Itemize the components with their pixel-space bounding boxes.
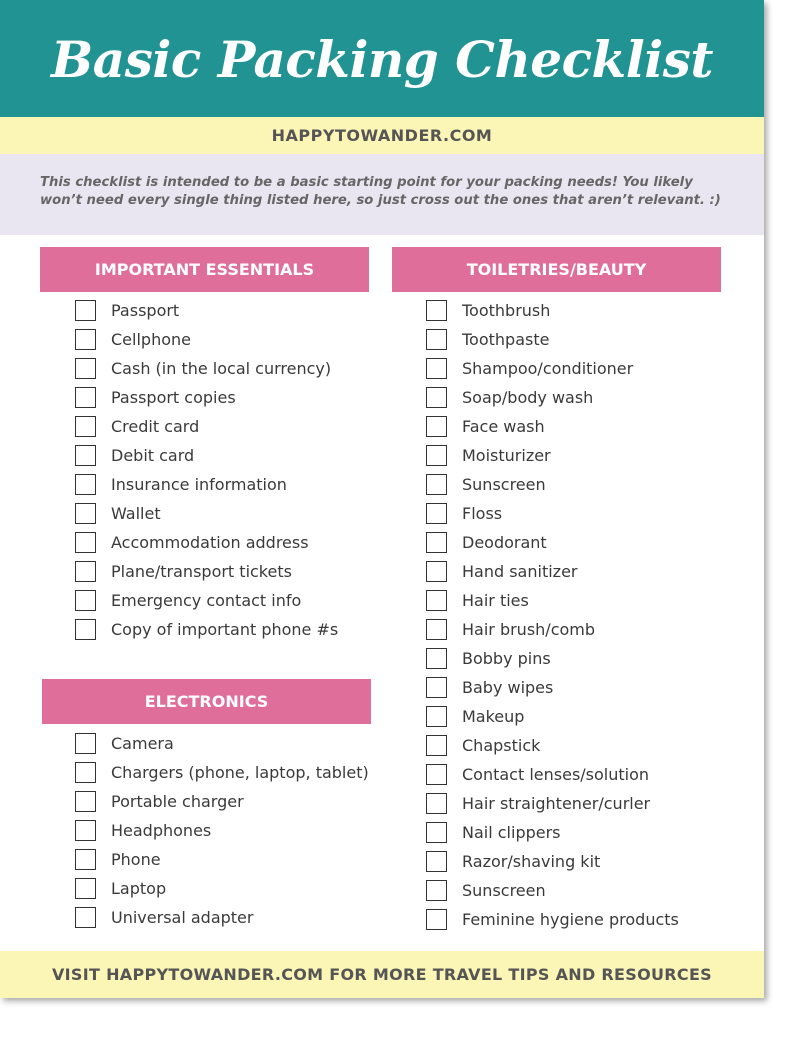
toiletries-list bbox=[426, 298, 746, 936]
item-label: Feminine hygiene products bbox=[462, 910, 679, 929]
checkbox[interactable] bbox=[426, 532, 447, 553]
checklist-item bbox=[426, 762, 746, 791]
section-header-electronics bbox=[42, 679, 371, 724]
page-title: Basic Packing Checklist bbox=[51, 30, 713, 89]
item-label: Debit card bbox=[111, 446, 195, 465]
checklist-item bbox=[426, 298, 746, 327]
checkbox[interactable] bbox=[75, 791, 96, 812]
checklist-item bbox=[426, 356, 746, 385]
checkbox[interactable] bbox=[426, 590, 447, 611]
checkbox[interactable] bbox=[75, 503, 96, 524]
checkbox[interactable] bbox=[426, 851, 447, 872]
item-label: Chargers (phone, laptop, tablet) bbox=[111, 763, 369, 782]
item-label: Plane/transport tickets bbox=[111, 562, 292, 581]
item-label: Laptop bbox=[111, 879, 167, 898]
checklist-item bbox=[426, 617, 746, 646]
checklist-item bbox=[426, 385, 746, 414]
checklist-item bbox=[426, 907, 746, 936]
checklist-item bbox=[75, 356, 375, 385]
item-label: Emergency contact info bbox=[111, 591, 302, 610]
checkbox[interactable] bbox=[426, 561, 447, 582]
item-label: Credit card bbox=[111, 417, 200, 436]
checkbox[interactable] bbox=[426, 619, 447, 640]
checkbox[interactable] bbox=[75, 849, 96, 870]
checklist-item bbox=[426, 675, 746, 704]
item-label: Contact lenses/solution bbox=[462, 765, 650, 784]
intro-box bbox=[0, 154, 764, 235]
checklist-item bbox=[75, 443, 375, 472]
footer-text: VISIT HAPPYTOWANDER.COM FOR MORE TRAVEL TIPS AND RESOURCES bbox=[51, 965, 713, 984]
item-label: Wallet bbox=[111, 504, 161, 523]
checklist-item bbox=[426, 878, 746, 907]
checkbox[interactable] bbox=[75, 733, 96, 754]
checklist-item bbox=[426, 704, 746, 733]
item-label: Nail clippers bbox=[462, 823, 561, 842]
checkbox[interactable] bbox=[426, 822, 447, 843]
checkbox[interactable] bbox=[75, 590, 96, 611]
checklist-item bbox=[426, 414, 746, 443]
section-title: ELECTRONICS bbox=[144, 692, 269, 711]
intro-text: This checklist is intended to be a basic starting point for your packing needs! You likely won’t need every single thing listed here, so just cross out the ones that aren’t relevant. :) bbox=[40, 175, 721, 208]
checklist-item bbox=[75, 327, 375, 356]
checkbox[interactable] bbox=[426, 880, 447, 901]
checkbox[interactable] bbox=[426, 445, 447, 466]
item-label: Camera bbox=[111, 734, 174, 753]
electronics-list bbox=[75, 731, 375, 934]
checklist-item bbox=[426, 559, 746, 588]
checklist-item bbox=[426, 646, 746, 675]
item-label: Hair brush/comb bbox=[462, 620, 596, 639]
item-label: Cellphone bbox=[111, 330, 191, 349]
item-label: Passport copies bbox=[111, 388, 236, 407]
checklist-item bbox=[426, 849, 746, 878]
checklist-item bbox=[426, 791, 746, 820]
checkbox[interactable] bbox=[75, 358, 96, 379]
item-label: Cash (in the local currency) bbox=[111, 359, 332, 378]
checklist-item bbox=[426, 443, 746, 472]
item-label: Moisturizer bbox=[462, 446, 551, 465]
item-label: Headphones bbox=[111, 821, 212, 840]
section-header-toiletries bbox=[392, 247, 721, 292]
checklist-item bbox=[75, 530, 375, 559]
checkbox[interactable] bbox=[75, 561, 96, 582]
title-banner bbox=[0, 0, 764, 117]
checklist-item bbox=[75, 760, 375, 789]
item-label: Phone bbox=[111, 850, 161, 869]
checkbox[interactable] bbox=[426, 677, 447, 698]
checkbox[interactable] bbox=[75, 907, 96, 928]
item-label: Makeup bbox=[462, 707, 525, 726]
checkbox[interactable] bbox=[426, 909, 447, 930]
checklist-item bbox=[75, 876, 375, 905]
checklist-item bbox=[75, 847, 375, 876]
checklist-item bbox=[426, 820, 746, 849]
item-label: Floss bbox=[462, 504, 503, 523]
item-label: Deodorant bbox=[462, 533, 547, 552]
footer-band bbox=[0, 951, 764, 998]
checkbox[interactable] bbox=[426, 648, 447, 669]
item-label: Toothbrush bbox=[462, 301, 551, 320]
site-band bbox=[0, 117, 764, 154]
checklist-item bbox=[75, 298, 375, 327]
checklist-item bbox=[75, 617, 375, 646]
checkbox[interactable] bbox=[426, 329, 447, 350]
checkbox[interactable] bbox=[75, 300, 96, 321]
checkbox[interactable] bbox=[426, 764, 447, 785]
checkbox[interactable] bbox=[426, 416, 447, 437]
checkbox[interactable] bbox=[75, 762, 96, 783]
checkbox[interactable] bbox=[75, 387, 96, 408]
checkbox[interactable] bbox=[426, 706, 447, 727]
checklist-item bbox=[75, 501, 375, 530]
item-label: Sunscreen bbox=[462, 881, 546, 900]
item-label: Soap/body wash bbox=[462, 388, 594, 407]
item-label: Shampoo/conditioner bbox=[462, 359, 634, 378]
item-label: Portable charger bbox=[111, 792, 244, 811]
item-label: Universal adapter bbox=[111, 908, 254, 927]
item-label: Baby wipes bbox=[462, 678, 554, 697]
item-label: Hair straightener/curler bbox=[462, 794, 651, 813]
checkbox[interactable] bbox=[426, 300, 447, 321]
item-label: Hair ties bbox=[462, 591, 529, 610]
item-label: Passport bbox=[111, 301, 180, 320]
section-title: TOILETRIES/BEAUTY bbox=[466, 260, 647, 279]
checkbox[interactable] bbox=[426, 474, 447, 495]
checklist-item bbox=[75, 588, 375, 617]
checkbox[interactable] bbox=[75, 416, 96, 437]
checklist-item bbox=[75, 559, 375, 588]
checkbox[interactable] bbox=[426, 503, 447, 524]
site-name: HAPPYTOWANDER.COM bbox=[271, 126, 493, 145]
item-label: Bobby pins bbox=[462, 649, 551, 668]
checkbox[interactable] bbox=[75, 329, 96, 350]
checklist-item bbox=[75, 905, 375, 934]
checkbox[interactable] bbox=[75, 474, 96, 495]
checklist-item bbox=[75, 414, 375, 443]
checkbox[interactable] bbox=[75, 532, 96, 553]
checkbox[interactable] bbox=[75, 619, 96, 640]
checklist-item bbox=[426, 733, 746, 762]
checkbox[interactable] bbox=[75, 878, 96, 899]
item-label: Toothpaste bbox=[462, 330, 550, 349]
checklist-item bbox=[75, 731, 375, 760]
checkbox[interactable] bbox=[75, 445, 96, 466]
item-label: Insurance information bbox=[111, 475, 287, 494]
checkbox[interactable] bbox=[426, 358, 447, 379]
section-header-essentials bbox=[40, 247, 369, 292]
checkbox[interactable] bbox=[426, 735, 447, 756]
checklist-item bbox=[75, 818, 375, 847]
checklist-item bbox=[426, 472, 746, 501]
item-label: Face wash bbox=[462, 417, 545, 436]
item-label: Sunscreen bbox=[462, 475, 546, 494]
checklist-item bbox=[426, 501, 746, 530]
item-label: Accommodation address bbox=[111, 533, 309, 552]
section-title: IMPORTANT ESSENTIALS bbox=[94, 260, 315, 279]
checklist-item bbox=[426, 530, 746, 559]
checklist-item bbox=[75, 472, 375, 501]
checkbox[interactable] bbox=[75, 820, 96, 841]
essentials-list bbox=[75, 298, 375, 646]
checkbox[interactable] bbox=[426, 793, 447, 814]
checklist-item bbox=[75, 789, 375, 818]
item-label: Chapstick bbox=[462, 736, 541, 755]
checklist-item bbox=[426, 327, 746, 356]
checklist-item bbox=[75, 385, 375, 414]
checkbox[interactable] bbox=[426, 387, 447, 408]
item-label: Hand sanitizer bbox=[462, 562, 578, 581]
item-label: Razor/shaving kit bbox=[462, 852, 601, 871]
checklist-item bbox=[426, 588, 746, 617]
item-label: Copy of important phone #s bbox=[111, 620, 339, 639]
